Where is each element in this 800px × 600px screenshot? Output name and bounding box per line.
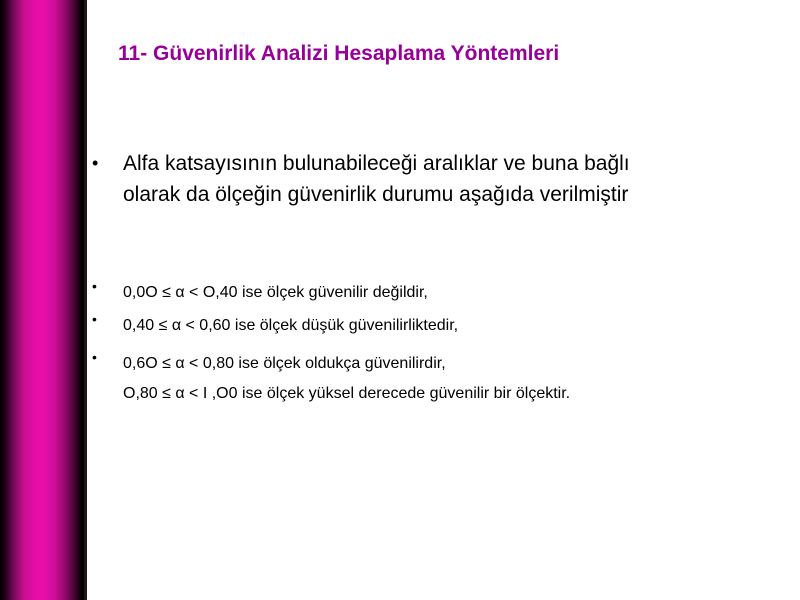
sub-bullet-3-line-2: O,80 ≤ α < I ,O0 ise ölçek yüksel derecede güvenilir bir ölçektir. [123, 385, 571, 402]
sub-bullet-2-line-1: 0,40 ≤ α < 0,60 ise ölçek düşük güvenilirliktedir, [123, 317, 459, 334]
sidebar-divider [84, 0, 87, 600]
bullet-icon: • [92, 349, 97, 365]
main-bullet-line-2: olarak da ölçeğin güvenirlik durumu aşağıda verilmiştir [123, 183, 629, 206]
sub-bullet-3-line-1: 0,6O ≤ α < 0,80 ise ölçek oldukça güvenilirdir, [123, 355, 446, 372]
sub-bullet-1-line-1: 0,0O ≤ α < O,40 ise ölçek güvenilir değildir, [123, 284, 428, 301]
bullet-icon: • [92, 153, 99, 173]
sub-bullet-1 [92, 278, 782, 308]
bullet-icon: • [92, 278, 97, 294]
bullet-icon: • [92, 311, 97, 327]
main-bullet-line-1: Alfa katsayısının bulunabileceği aralıklar ve buna bağlı [123, 152, 630, 175]
slide-title: 11- Güvenirlik Analizi Hesaplama Yöntemleri [118, 42, 560, 65]
sub-bullet-2 [92, 311, 782, 341]
sub-bullet-3 [92, 349, 782, 409]
decorative-sidebar [0, 0, 84, 600]
main-bullet [92, 148, 782, 210]
